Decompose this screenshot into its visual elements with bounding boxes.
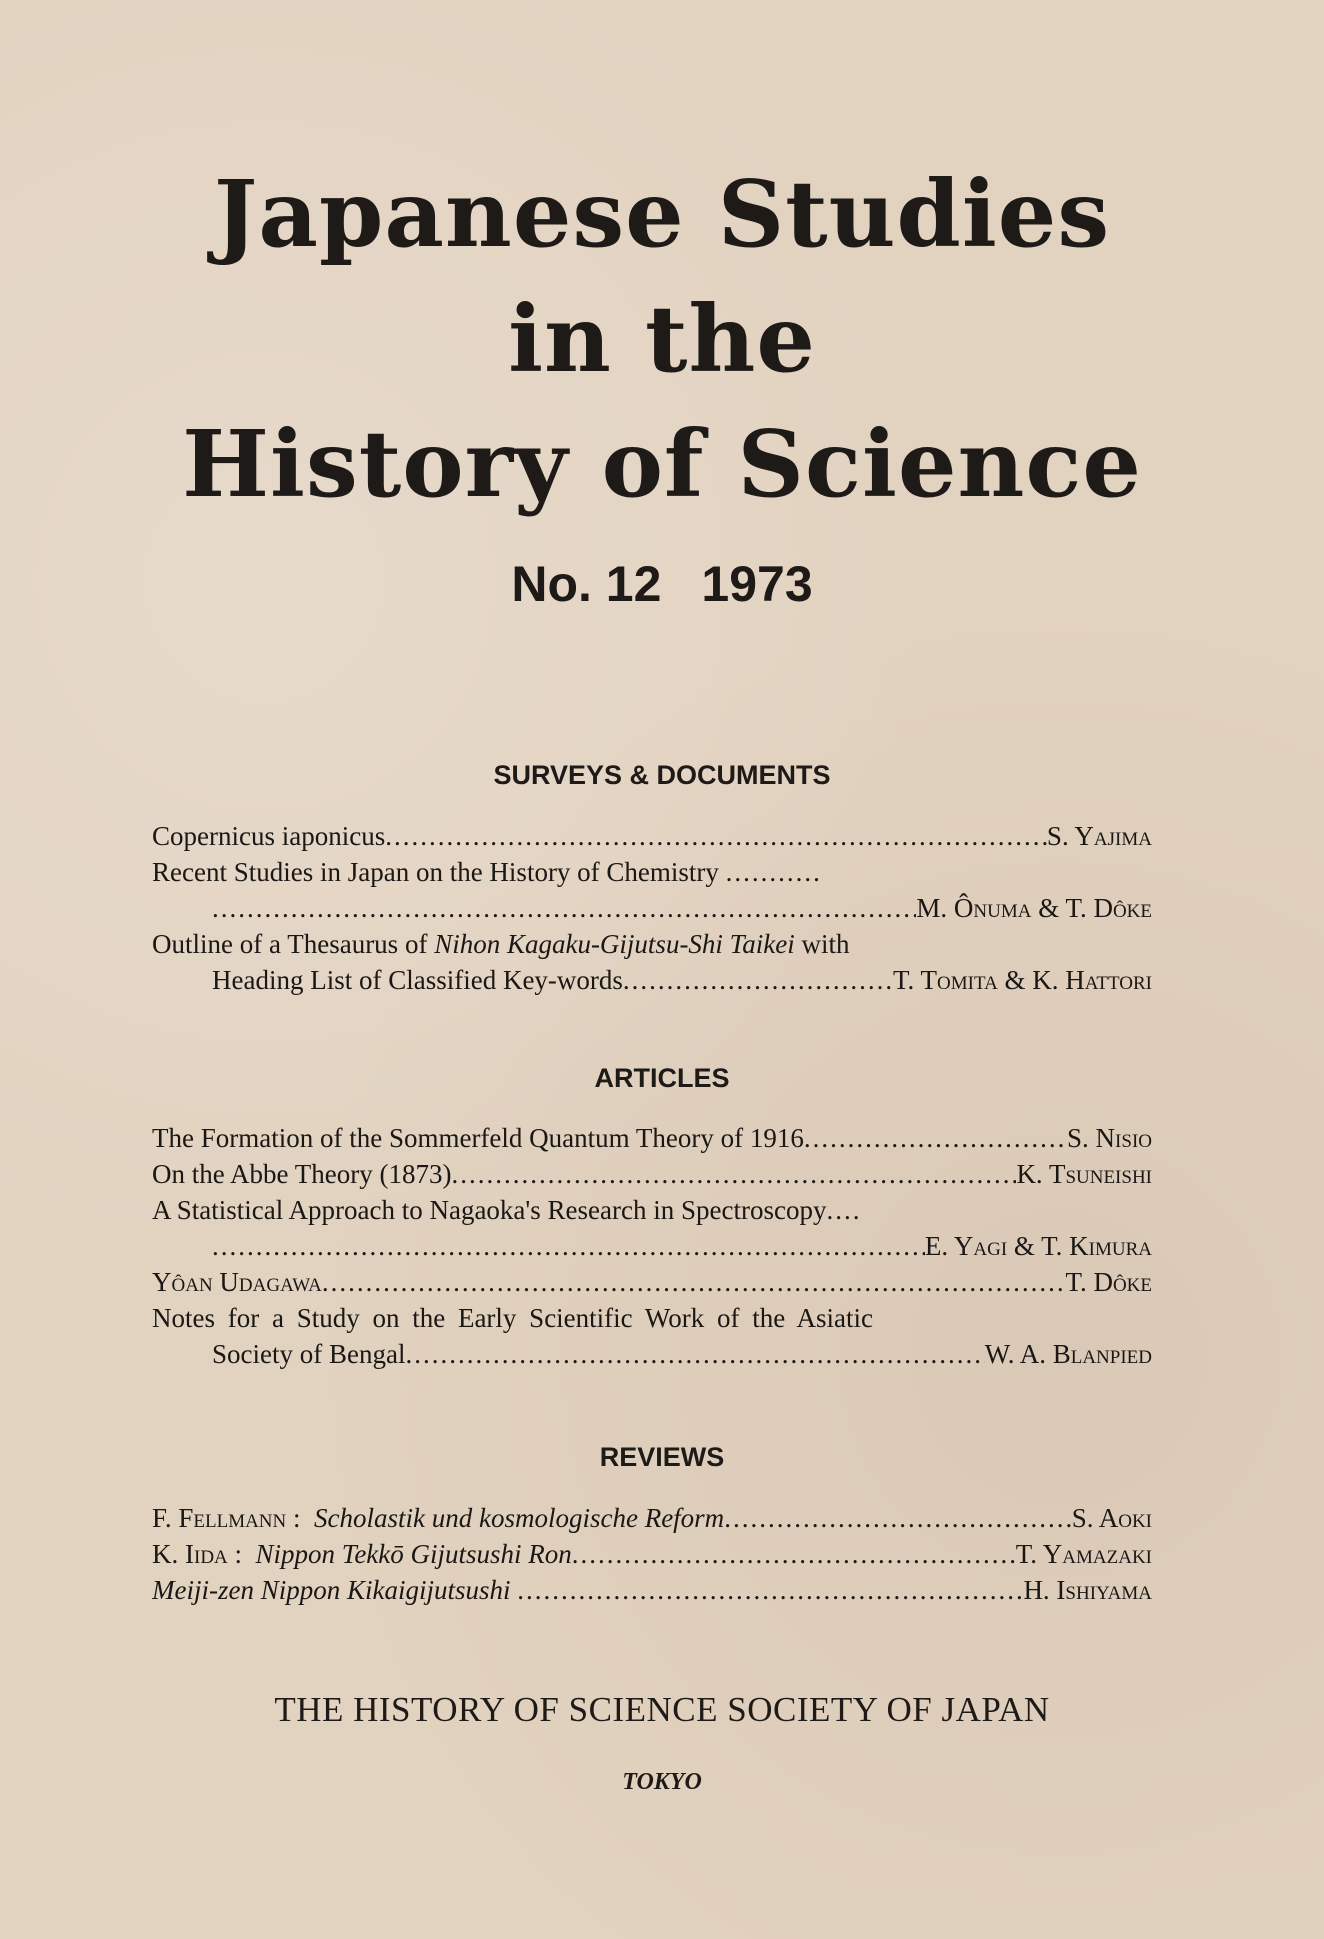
issue-year: 1973: [701, 556, 813, 612]
entry-title-end: with: [794, 929, 850, 959]
toc-entry: [152, 1264, 1152, 1300]
entry-title: Yôan Udagawa: [152, 1267, 322, 1297]
title-line-1: Japanese Studies: [213, 160, 1111, 268]
entry-title: Society of Bengal: [212, 1339, 406, 1369]
reviewed-author: K. Iida :: [152, 1539, 243, 1569]
dot-leader: [623, 962, 893, 998]
dot-leader: [804, 1120, 1067, 1156]
review-entry: [152, 1500, 1152, 1536]
entry-title-italic: Nihon Kagaku-Gijutsu-Shi Taikei: [434, 929, 795, 959]
dot-leader: [726, 854, 822, 890]
entry-author: W. A. Blanpied: [984, 1339, 1152, 1369]
entry-title: On the Abbe Theory (1873): [152, 1159, 452, 1189]
entry-title: Copernicus iaponicus: [152, 821, 386, 851]
reviewed-work: Scholastik und kosmologische Reform: [314, 1503, 725, 1533]
dot-leader: [517, 1572, 1023, 1608]
entry-author: E. Yagi & T. Kimura: [924, 1231, 1152, 1261]
publisher-city: TOKYO: [622, 1769, 702, 1795]
dot-leader: [212, 1228, 925, 1264]
entry-author: S. Nisio: [1067, 1123, 1152, 1153]
entry-title: Recent Studies in Japan on the History of Chemistry: [152, 857, 719, 887]
section-heading-articles: ARTICLES: [594, 1063, 730, 1093]
entry-author: S. Yajima: [1046, 821, 1152, 851]
entry-title: Outline of a Thesaurus of: [152, 929, 435, 959]
section-heading-reviews: REVIEWS: [599, 1442, 725, 1472]
publisher-name: THE HISTORY OF SCIENCE SOCIETY OF JAPAN: [274, 1690, 1050, 1729]
toc-entry: [152, 1120, 1152, 1156]
entry-title: Notes for a Study on the Early Scientific Work of the Asiatic: [152, 1303, 873, 1333]
reviewer: S. Aoki: [1071, 1503, 1152, 1533]
issue-number: No. 12: [511, 556, 662, 612]
toc-entry: [152, 854, 1152, 890]
toc-entry-continuation: [152, 890, 1152, 926]
dot-leader: [322, 1264, 1066, 1300]
title-line-2: in the: [508, 285, 816, 393]
reviewed-work: Nippon Tekkō Gijutsushi Ron: [255, 1539, 572, 1569]
entry-author: K. Tsuneishi: [1016, 1159, 1152, 1189]
entry-title: The Formation of the Sommerfeld Quantum Theory of 1916: [152, 1123, 804, 1153]
dot-leader: [405, 1336, 984, 1372]
section-heading-surveys: SURVEYS & DOCUMENTS: [493, 760, 831, 790]
articles-list: [152, 1120, 1152, 1372]
entry-author: T. Dôke: [1065, 1267, 1152, 1297]
toc-entry-continuation: [152, 962, 1152, 998]
toc-entry: [152, 1300, 1152, 1336]
reviewed-work: Meiji-zen Nippon Kikaigijutsushi: [152, 1575, 511, 1605]
dot-leader: [724, 1500, 1072, 1536]
dot-leader: [572, 1536, 1016, 1572]
dot-leader: [212, 890, 916, 926]
reviewer: H. Ishiyama: [1023, 1575, 1152, 1605]
reviewed-author: F. Fellmann :: [152, 1503, 301, 1533]
toc-entry: [152, 926, 1152, 962]
review-entry: [152, 1536, 1152, 1572]
toc-entry: [152, 818, 1152, 854]
toc-entry: [152, 1192, 1152, 1228]
entry-author: M. Ônuma & T. Dôke: [916, 893, 1152, 923]
title-line-3: History of Science: [182, 410, 1142, 518]
surveys-list: [152, 818, 1152, 998]
entry-author: T. Tomita & K. Hattori: [893, 965, 1152, 995]
dot-leader: [451, 1156, 1016, 1192]
issue-line: [0, 555, 1324, 613]
entry-title: Heading List of Classified Key-words: [212, 965, 623, 995]
review-entry: [152, 1572, 1152, 1608]
dot-leader: [826, 1192, 861, 1228]
toc-entry-continuation: [152, 1228, 1152, 1264]
toc-entry: [152, 1156, 1152, 1192]
toc-entry-continuation: [152, 1336, 1152, 1372]
dot-leader: [385, 818, 1047, 854]
reviewer: T. Yamazaki: [1015, 1539, 1152, 1569]
reviews-list: [152, 1500, 1152, 1608]
entry-title: A Statistical Approach to Nagaoka's Research in Spectroscopy: [152, 1195, 827, 1225]
